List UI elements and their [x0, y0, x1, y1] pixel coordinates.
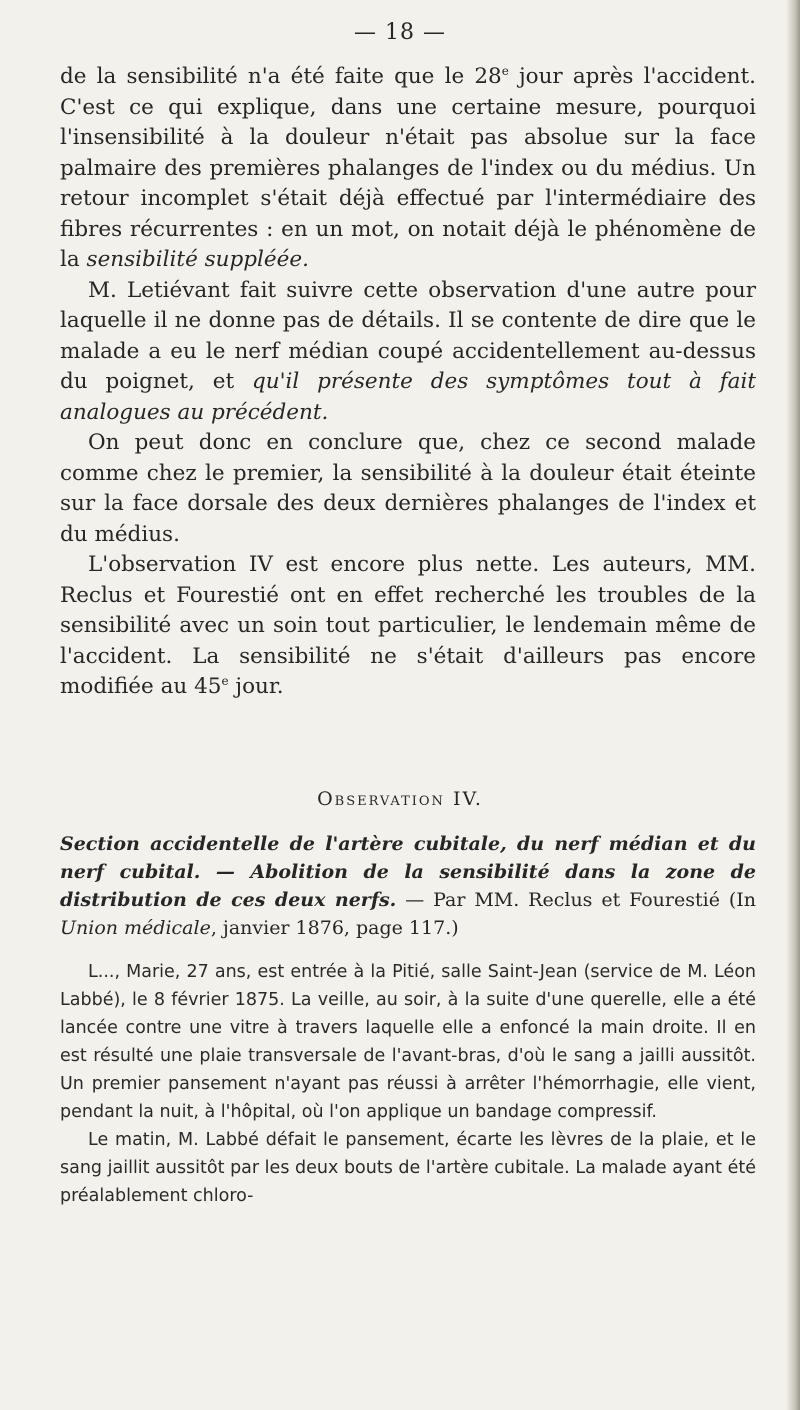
ordinal-suffix: e: [221, 674, 229, 688]
paragraph-4-text-a: L'observation IV est encore plus nette. Les auteurs, MM. Reclus et Fourestié ont en effet recherché les troubles de la sensibilité avec un soin tout particulier, le lendemain même de l'accident. La sensibilité ne s'était d'ailleurs pas encore modifiée au 45: [60, 552, 756, 699]
summary-authors: — Par MM. Reclus et Fourestié (In: [396, 889, 756, 911]
page-number: — 18 —: [354, 20, 446, 45]
page-edge-shadow: [786, 0, 800, 1410]
paragraph-2-italic: qu'il présente des symptômes tout à fait analogues au précédent.: [60, 369, 756, 425]
paragraph-1-italic: sensibilité suppléée.: [86, 247, 309, 272]
case-paragraph-1: L..., Marie, 27 ans, est entrée à la Pitié, salle Saint-Jean (service de M. Léon Labbé), le 8 février 1875. La veille, au soir, à la suite d'une querelle, elle a été lancée contre une vitre à travers laquelle elle a enfoncé la main droite. Il en est résulté une plaie transversale de l'avant-bras, d'où le sang a jailli aussitôt. Un premier pansement n'ayant pas réussi à arrêter l'hémorrhagie, elle vient, pendant la nuit, à l'hôpital, où l'on applique un bandage compressif.: [60, 962, 756, 1122]
paragraph-1-text-a: de la sensibilité n'a été faite que le 28: [60, 64, 502, 89]
paragraph-4: [60, 550, 756, 703]
paragraph-4-text-b: jour.: [228, 674, 284, 699]
paragraph-1-text-b: jour après l'accident. C'est ce qui explique, dans une certaine mesure, pourquoi l'insensibilité à la douleur n'était pas absolue sur la face palmaire des premières phalanges de l'index ou du médius. Un retour incomplet s'était déjà effectué par l'intermédiaire des fibres récurrentes : en un mot, on notait déjà le phénomène de la: [60, 64, 756, 272]
summary-journal: Union médicale: [60, 917, 211, 939]
paragraph-3: On peut donc en conclure que, chez ce second malade comme chez le premier, la sensibilité à la douleur était éteinte sur la face dorsale des deux dernières phalanges de l'index et du médius.: [60, 430, 756, 547]
case-paragraph-2: Le matin, M. Labbé défait le pansement, écarte les lèvres de la plaie, et le sang jaillit aussitôt par les deux bouts de l'artère cubitale. La malade ayant été préalablement chloro-: [60, 1130, 756, 1206]
main-text: [60, 62, 756, 703]
observation-summary: [60, 830, 756, 942]
summary-reference: , janvier 1876, page 117.): [210, 917, 459, 939]
summary-title: Section accidentelle de l'artère cubitale, du nerf médian et du nerf cubital. — Abolition de la sensibilité dans la zone de distribution de ces deux nerfs.: [60, 833, 756, 911]
paragraph-1: [60, 62, 756, 276]
paragraph-2: [60, 276, 756, 429]
paragraph-2-text-a: M. Letiévant fait suivre cette observation d'une autre pour laquelle il ne donne pas de détails. Il se contente de dire que le malade a eu le nerf médian coupé accidentellement au-dessus du poignet, et: [60, 277, 756, 394]
ordinal-suffix: e: [501, 64, 509, 78]
case-report: [60, 958, 756, 1210]
observation-heading-text: Observation IV.: [317, 788, 483, 810]
observation-heading: [0, 788, 800, 810]
